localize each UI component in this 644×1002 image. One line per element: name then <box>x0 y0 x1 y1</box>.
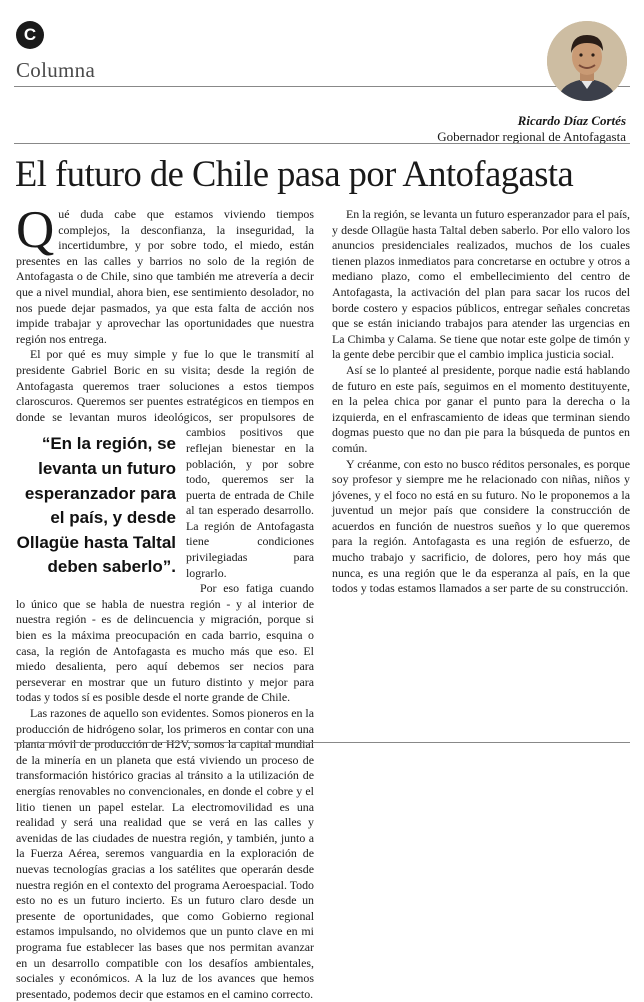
author-portrait-icon <box>547 21 627 101</box>
author-byline <box>437 113 626 145</box>
paragraph: Las razones de aquello son evidentes. Somos pioneros en la producción de hidrógeno solar, los primeros en contar con una planta móvil de producción de H2V, somos la capital mundial de la minería en un planeta que está viviendo un proceso de transformación histórico gracias al tránsito a la utilización de energías renovables no convencionales, en donde el cobre y el litio tienen un papel estelar. La electromovilidad es una realidad y será una realidad que se verá en las calles y avenidas de las ciudades de nuestra región, y también, junto a la Fuerza Aérea, seremos vanguardia en la exploración de nuevas tecnologías gracias a los satélites que operarán desde nuestra región en el contexto del programa Aeroespacial. Todo esto no es un futuro incierto. Es un futuro claro desde un presente de oportunidades, que como Gobierno regional estamos impulsando, no olvidemos que un punto clave en mi programa fue establecer las bases que nos permitan avanzar en un desarrollo compatible con los desafíos ambientales, sociales y económicos. A la luz de los avances que hemos presentado, podemos decir que estamos en el camino correcto. <box>16 706 314 1001</box>
top-divider <box>14 86 630 87</box>
paragraph: Y créanme, con esto no busco réditos personales, es porque soy profesor y siempre me he relacionado con niñas, niños y jóvenes, y el foco no está en su futuro. No le proponemos a la juventud un mejor país que considere la construcción de acuerdos en función de nuestros sueños y lo que queremos para la región. Antofagasta es una región de esfuerzo, de mucho trabajo y sacrificio, de dolores, pero hoy más que nunca, es una región que le da esperanza al país, en la que todos y todas estamos llamados a ser parte de su construcción. <box>332 456 630 596</box>
author-role: Gobernador regional de Antofagasta <box>437 129 626 144</box>
paragraph-text: El por qué es muy simple y fue lo que le transmití al presidente Gabriel Boric en su visita; desde la región de Antofagasta queremos traer soluciones a estos tiempos claroscuros. Queremos ser puentes estratégicos en tiempos en donde se levantan muros ideológicos <box>16 347 314 424</box>
article-column-left <box>16 201 314 1002</box>
paragraph: En la región, se levanta un futuro esperanzador para el país, y desde Ollagüe hasta Taltal deben saberlo. Por ello valoro los anuncios presidenciales realizados, muchos de los cuales tienen plazos inmediatos para concretarse en octubre y otros a mediano plazo, como el embellecimiento del centro de Antofagasta, la activación del plan para sacar los rucos del borde costero y espacios públicos, entregar señales concretas que se están iniciando trabajos para atender las urgencias en La Chimba y Calama. Se tiene que notar este golpe de timón y la gente debe percibir que el cambio implica justicia social. <box>332 207 630 362</box>
bottom-divider <box>14 742 630 743</box>
paragraph <box>16 347 314 581</box>
column-section-icon: C <box>16 21 44 49</box>
section-label: Columna <box>16 58 96 82</box>
paragraph-text-continued: , ser propulsores de cambios positivos que reflejan bienestar en la población, y por sobre todo, queremos ser la puerta de entrada de Chile al tan esperado desarrollo. La región de Antofagasta tiene condiciones privilegiadas para lograrlo. <box>186 409 314 580</box>
pull-quote: “En la región, se levanta un futuro esperanzador para el país, y desde Ollagüe hasta Taltal deben saberlo”. <box>16 434 176 577</box>
headline: El futuro de Chile pasa por Antofagasta <box>15 153 574 194</box>
headline-divider <box>14 143 630 144</box>
author-photo <box>547 21 627 101</box>
paragraph: Por eso fatiga cuando lo único que se habla de nuestra región - y al interior de nuestra región - es de delincuencia y migración, porque si bien es la máxima preocupación en cada barrio, esquina o casa, la región de Antofagasta es mucho más que eso. El miedo desalienta, pero aquí debemos ser necios para perseverar en mostrar que un futuro distinto y mejor para todas y todos sí es posible desde el norte grande de Chile. <box>16 581 314 705</box>
article-column-right <box>332 207 630 597</box>
drop-cap: Q <box>16 201 55 259</box>
paragraph-text: ué duda cabe que estamos viviendo tiempos complejos, la desconfianza, la inseguridad, la incertidumbre, y por sobre todo, el miedo, están presentes en las calles y barrios no solo de la región de Antofagasta o de Chile, sino que también me atrevería a decir que a nivel mundial, ahora bien, ese sentimiento desolador, no nos puede dejar pasmados, ya que esta falta de acción nos impide trabajar y aprovechar las oportunidades que nuestra región nos entrega. <box>16 207 314 346</box>
author-name: Ricardo Díaz Cortés <box>517 113 626 128</box>
paragraph: Así se lo planteé al presidente, porque nadie está hablando de futuro en este país, seguimos en el momento destituyente, en la pelea chica por ganar el punto para la derecha o la izquierda, en el enfrascamiento de ideas que terminan siendo dogmas puesto que no dan pie para la búsqueda de puntos en común. <box>332 362 630 455</box>
paragraph <box>16 201 314 347</box>
